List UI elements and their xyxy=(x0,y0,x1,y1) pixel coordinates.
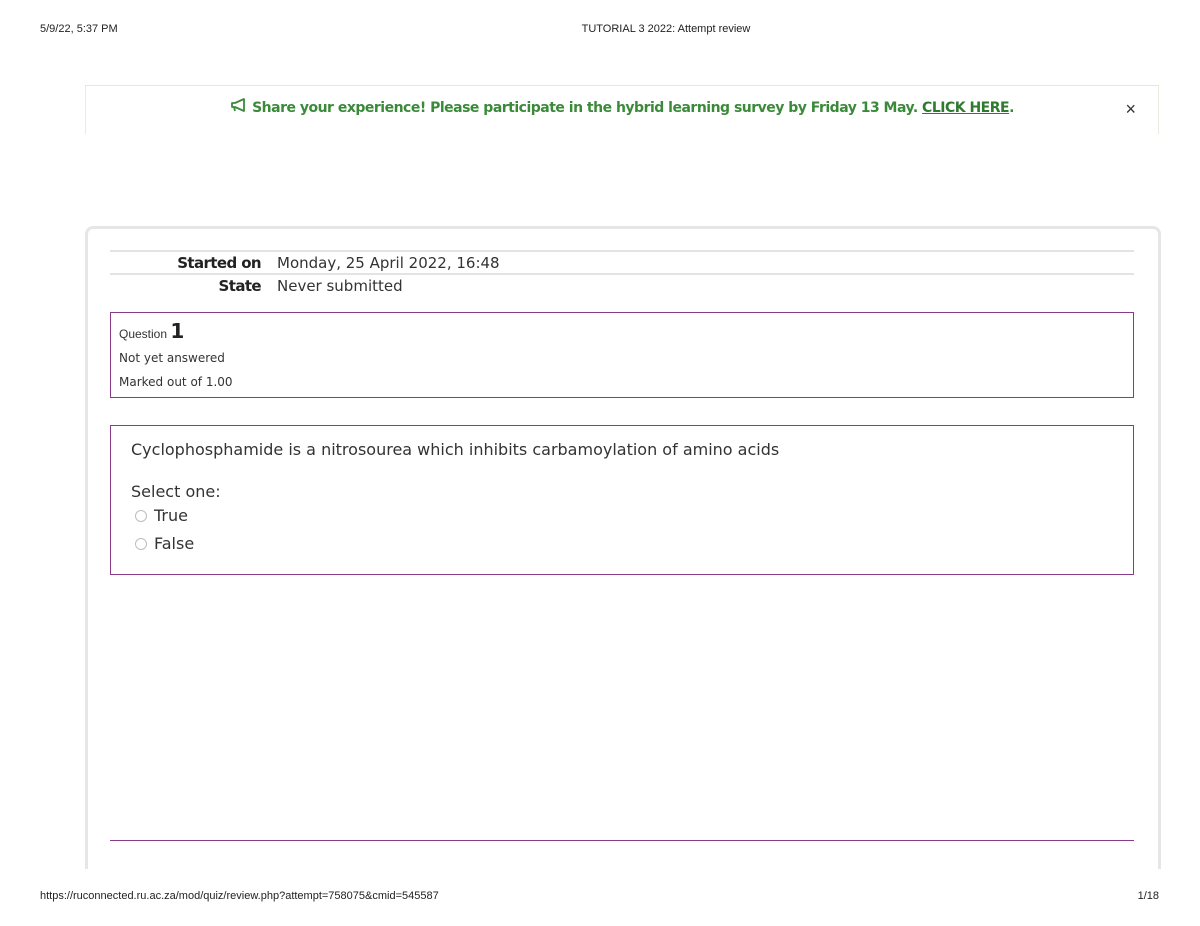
question-prefix: Question xyxy=(119,327,168,341)
question-text: Cyclophosphamide is a nitrosourea which inhibits carbamoylation of amino acids xyxy=(131,440,780,459)
question-number-value: 1 xyxy=(170,319,185,343)
option-false-label[interactable]: False xyxy=(154,534,195,553)
question-info-box xyxy=(110,312,1134,398)
question-number xyxy=(119,319,184,343)
banner-link-suffix: . xyxy=(1009,100,1014,116)
option-true[interactable] xyxy=(135,506,188,525)
attempt-review-card xyxy=(85,226,1161,869)
select-one-prompt: Select one: xyxy=(131,482,221,501)
close-icon[interactable]: × xyxy=(1125,99,1136,119)
next-question-divider xyxy=(110,840,1134,841)
option-false[interactable] xyxy=(135,534,194,553)
started-on-label: Started on xyxy=(177,254,261,272)
megaphone-icon xyxy=(230,98,248,116)
radio-false[interactable] xyxy=(135,538,147,550)
click-here-link[interactable]: CLICK HERE xyxy=(922,100,1010,116)
banner-text: Share your experience! Please participate in the hybrid learning survey by Friday 13 May. xyxy=(252,100,918,116)
question-grade: Marked out of 1.00 xyxy=(119,375,233,389)
print-footer xyxy=(0,890,1200,904)
print-title: TUTORIAL 3 2022: Attempt review xyxy=(581,23,751,35)
attempt-summary-table xyxy=(110,250,1134,296)
question-state: Not yet answered xyxy=(119,351,225,365)
state-value: Never submitted xyxy=(277,277,403,295)
print-page-number: 1/18 xyxy=(1137,890,1159,902)
state-label: State xyxy=(218,277,261,295)
print-datetime: 5/9/22, 5:37 PM xyxy=(40,23,118,35)
print-header xyxy=(0,23,1200,37)
summary-row-started xyxy=(110,252,1134,275)
question-content-box xyxy=(110,425,1134,575)
started-on-value: Monday, 25 April 2022, 16:48 xyxy=(277,254,500,272)
option-true-label[interactable]: True xyxy=(154,506,188,525)
print-url: https://ruconnected.ru.ac.za/mod/quiz/review.php?attempt=758075&cmid=545587 xyxy=(40,890,439,902)
survey-banner xyxy=(85,85,1159,134)
radio-true[interactable] xyxy=(135,510,147,522)
banner-message xyxy=(86,98,1158,116)
summary-row-state xyxy=(110,275,1134,296)
